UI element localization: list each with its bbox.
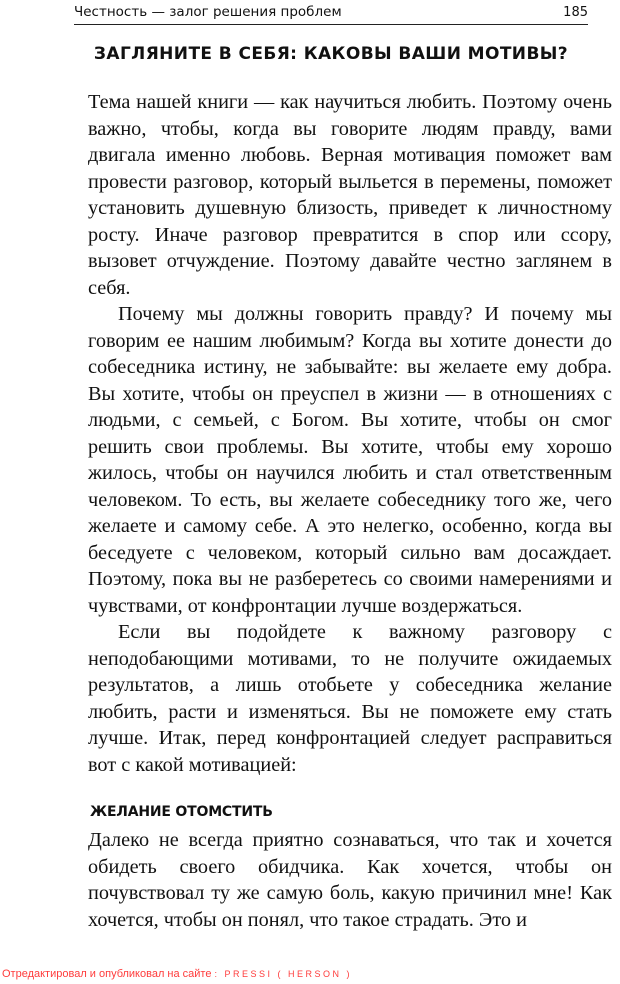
body-text-continued bbox=[88, 827, 612, 933]
paragraph: Далеко не всегда приятно сознаваться, что так и хочется обидеть своего обидчика. Как хочется, чтобы он почувствовал ту же самую боль, какую причинил мне! Как хочется, чтобы он понял, что такое страдать. Это и bbox=[88, 829, 612, 931]
watermark-text: Отредактировал и опубликовал на сайте bbox=[2, 968, 212, 980]
subheading: ЖЕЛАНИЕ ОТОМСТИТЬ bbox=[90, 804, 273, 820]
page-number: 185 bbox=[563, 5, 588, 20]
paragraph: Если вы подойдете к важному разговору с неподобающими мотивами, то не получите ожидаемых результатов, а лишь отобьете у собеседника желание любить, расти и изменяться. Вы не поможете ему стать лучше. Итак, перед конфронтацией следует расправиться вот с какой мотивацией: bbox=[88, 621, 612, 776]
body-text bbox=[88, 89, 612, 778]
watermark bbox=[2, 968, 352, 980]
running-header bbox=[74, 4, 588, 25]
paragraph: Почему мы должны говорить правду? И почему мы говорим ее нашим любимым? Когда вы хотите донести до собеседника истину, не забывайте: вы желаете ему добра. Вы хотите, чтобы он преуспел в жизни — в отношениях с людьми, с семьей, с Богом. Вы хотите, чтобы он смог решить свои проблемы. Вы хотите, чтобы ему хорошо жилось, чтобы он научился любить и стал ответственным человеком. То есть, вы желаете собеседнику того же, чего желаете и самому себе. А это нелегко, особенно, когда вы беседуете с человеком, который сильно вам досаждает. Поэтому, пока вы не разберетесь со своими намерениями и чувствами, от конфронтации лучше воздержаться. bbox=[88, 303, 612, 617]
watermark-site: : PRESSI ( HERSON ) bbox=[214, 969, 353, 979]
paragraph: Тема нашей книги — как научиться любить. Поэтому очень важно, чтобы, когда вы говорите людям правду, вами двигала именно любовь. Верная мотивация поможет вам провести разговор, который выльется в перемены, поможет установить душевную близость, приведет к личностному росту. Иначе разговор превратится в спор или ссору, вызовет отчуждение. Поэтому давайте честно заглянем в себя. bbox=[88, 91, 612, 299]
running-title: Честность — залог решения проблем bbox=[74, 4, 342, 20]
section-title: ЗАГЛЯНИТЕ В СЕБЯ: КАКОВЫ ВАШИ МОТИВЫ? bbox=[93, 44, 569, 64]
